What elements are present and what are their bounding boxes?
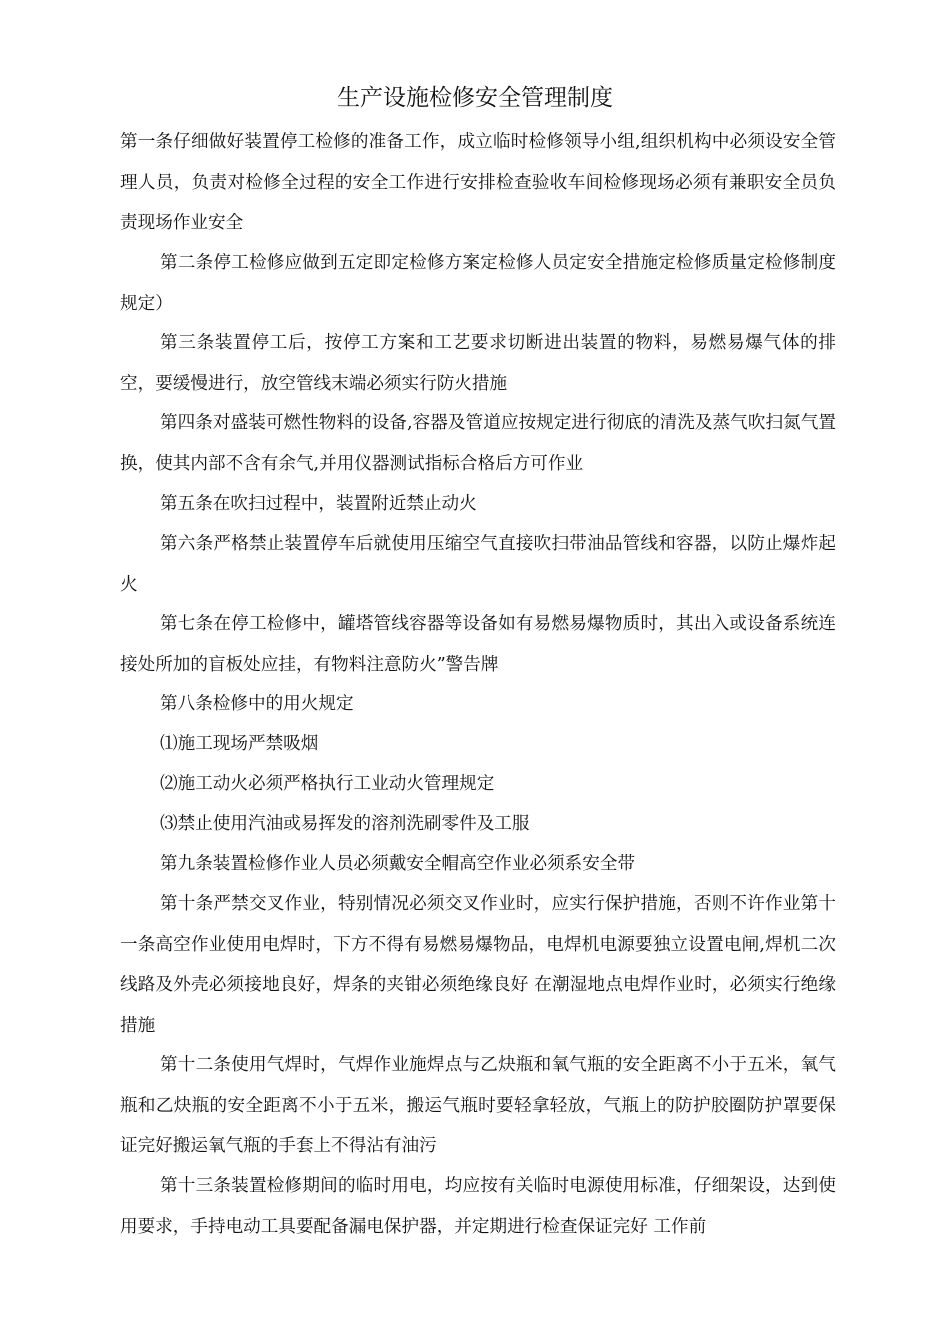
- article-12: 第十二条使用气焊时，气焊作业施焊点与乙炔瓶和氧气瓶的安全距离不小于五米，氧气瓶和乙炔瓶的安全距离不小于五米，搬运气瓶时要轻拿轻放，气瓶上的防护胶圈防护罩要保证完好搬运氧气瓶的手套上不得沾有油污: [120, 1055, 836, 1156]
- article-8-item-1: ⑴施工现场严禁吸烟: [160, 734, 319, 754]
- article-7: 第七条在停工检修中，罐塔管线容器等设备如有易燃易爆物质时，其出入或设备系统连接处所加的盲板处应挂，有物料注意防火”警告牌: [120, 614, 836, 675]
- article-6: 第六条严格禁止装置停车后就使用压缩空气直接吹扫带油品管线和容器，以防止爆炸起火: [120, 534, 836, 595]
- article-8: 第八条检修中的用火规定: [160, 694, 354, 714]
- article-8-item-2: ⑵施工动火必须严格执行工业动火管理规定: [160, 774, 495, 794]
- article-1: 第一条仔细做好装置停工检修的准备工作，成立临时检修领导小组,组织机构中必须设安全管理人员，负责对检修全过程的安全工作进行安排检查验收车间检修现场必须有兼职安全员负责现场作业安全: [120, 132, 836, 233]
- article-5: 第五条在吹扫过程中，装置附近禁止动火: [160, 494, 477, 514]
- article-8-item-3: ⑶禁止使用汽油或易挥发的溶剂洗刷零件及工服: [160, 814, 530, 834]
- article-2: 第二条停工检修应做到五定即定检修方案定检修人员定安全措施定检修质量定检修制度规定）: [120, 253, 836, 314]
- article-10-11: 第十条严禁交叉作业，特别情况必须交叉作业时，应实行保护措施，否则不许作业第十一条高空作业使用电焊时，下方不得有易燃易爆物品，电焊机电源要独立设置电闸,焊机二次线路及外壳必须接地良好，焊条的夹钳必须绝缘良好 在潮湿地点电焊作业时，必须实行绝缘措施: [120, 894, 836, 1036]
- article-9: 第九条装置检修作业人员必须戴安全帽高空作业必须系安全带: [160, 854, 636, 874]
- article-13: 第十三条装置检修期间的临时用电，均应按有关临时电源使用标准，仔细架设，达到使用要求，手持电动工具要配备漏电保护器，并定期进行检查保证完好 工作前: [120, 1176, 836, 1237]
- article-3: 第三条装置停工后，按停工方案和工艺要求切断进出装置的物料，易燃易爆气体的排空，要缓慢进行，放空管线末端必须实行防火措施: [120, 333, 836, 394]
- document-title: 生产设施检修安全管理制度: [337, 85, 613, 111]
- article-4: 第四条对盛装可燃性物料的设备,容器及管道应按规定进行彻底的清洗及蒸气吹扫氮气置换，使其内部不含有余气,并用仪器测试指标合格后方可作业: [120, 413, 836, 474]
